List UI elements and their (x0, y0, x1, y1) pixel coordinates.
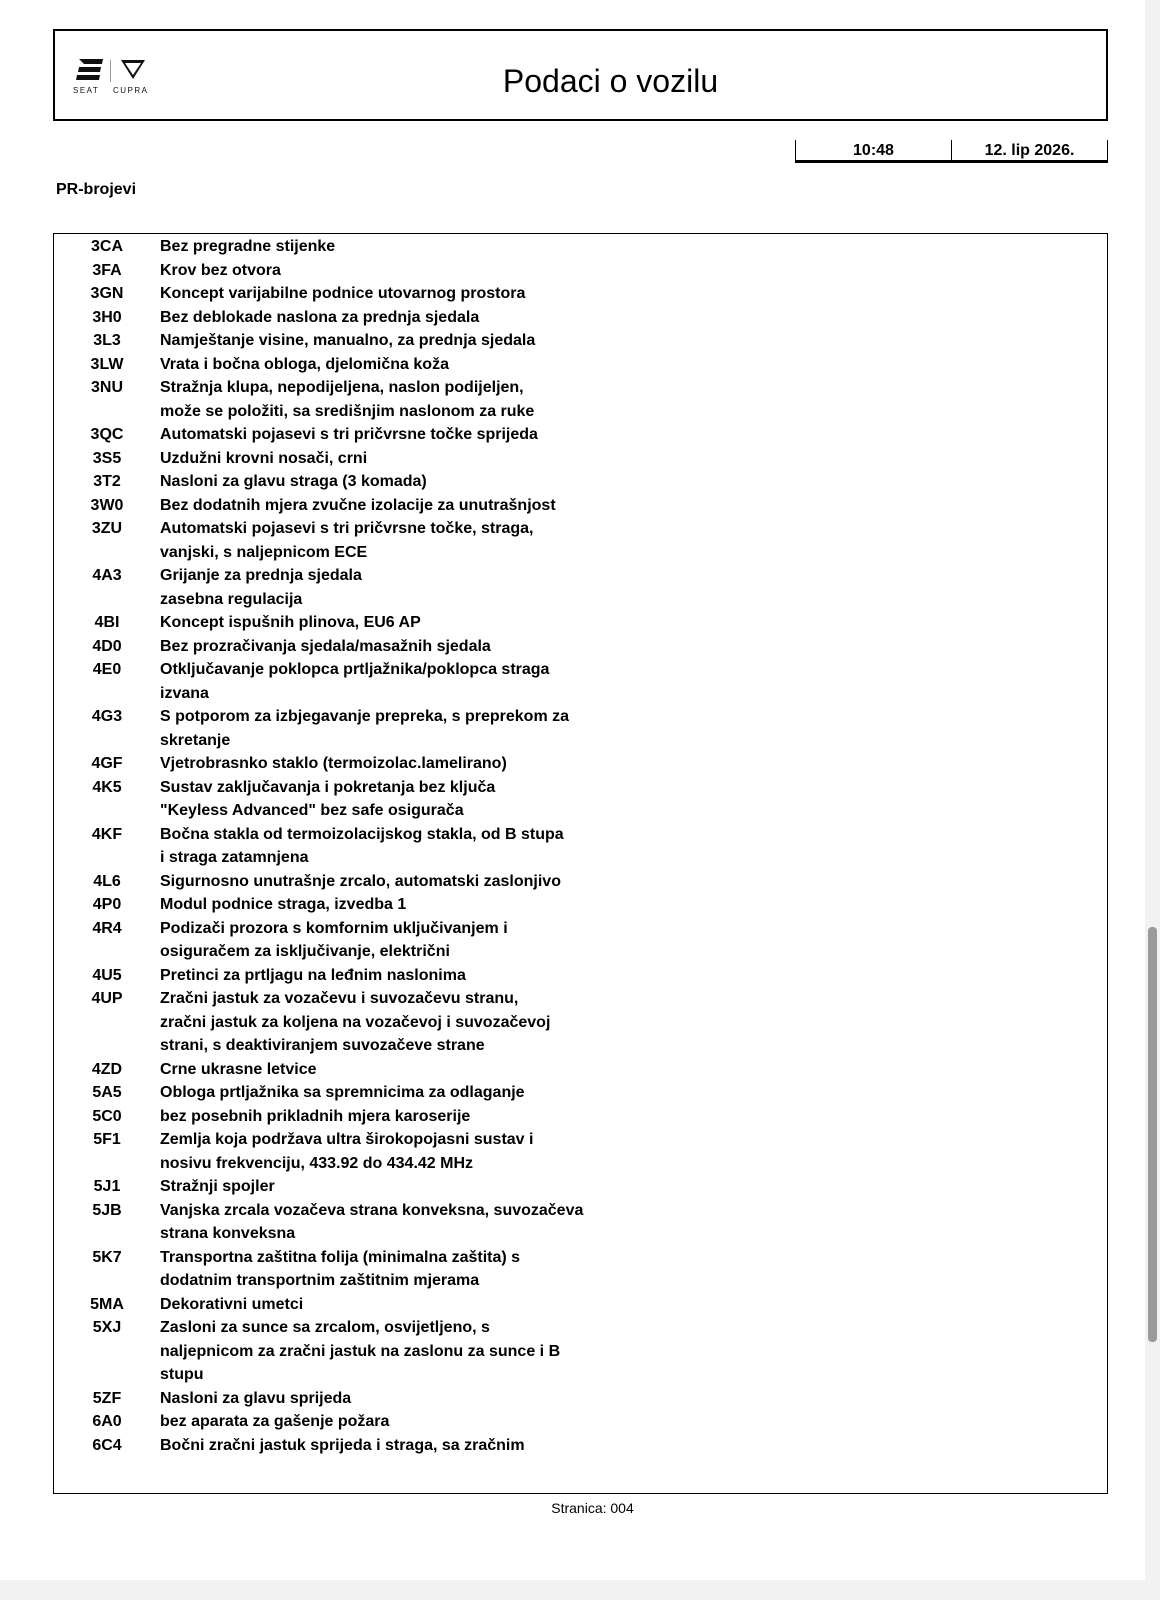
pr-code: 4UP (91, 990, 123, 1007)
pr-description: Podizači prozora s komfornim uključivanjem i osiguračem za isključivanje, električni (160, 919, 508, 960)
pr-description: bez posebnih prikladnih mjera karoserije (160, 1107, 471, 1125)
pr-code: 4E0 (92, 661, 122, 678)
pr-code: 4G3 (91, 708, 123, 725)
pr-description: Koncept ispušnih plinova, EU6 AP (160, 614, 421, 631)
pr-description: Vjetrobrasnko staklo (termoizolac.lamelirano) (160, 755, 507, 772)
pr-description: bez aparata za gašenje požara (160, 1413, 390, 1430)
pr-code: 3GN (90, 285, 124, 302)
table-row (54, 1387, 583, 1411)
table-row (54, 235, 583, 259)
pr-description: Bočna stakla od termoizolacijskog stakla, od B stupa i straga zatamnjena (160, 825, 564, 866)
pr-code: 5F1 (93, 1131, 121, 1148)
pr-code: 5ZF (92, 1389, 122, 1407)
table-row (54, 1105, 583, 1129)
page-title: Podaci o vozilu (502, 63, 719, 99)
pr-code: 6A0 (92, 1413, 122, 1430)
pr-code: 5K7 (92, 1248, 122, 1266)
table-row (54, 1246, 583, 1293)
pr-description: Automatski pojasevi s tri pričvrsne točke sprijeda (160, 426, 538, 443)
pr-description: Koncept varijabilne podnice utovarnog prostora (160, 285, 526, 302)
table-row (54, 823, 583, 870)
pr-code: 4U5 (92, 966, 122, 984)
pr-code: 3S5 (92, 449, 122, 467)
pr-description: Nasloni za glavu straga (3 komada) (160, 473, 427, 490)
pr-code: 3L3 (93, 332, 121, 349)
table-row (54, 282, 583, 306)
table-row (54, 987, 583, 1058)
pr-description: Modul podnice straga, izvedba 1 (160, 896, 407, 913)
pr-description: Stražnja klupa, nepodijeljena, naslon podijeljen, može se položiti, sa središnjim naslonom za ruke (160, 379, 535, 420)
scrollbar-thumb[interactable] (1148, 927, 1157, 1342)
pr-description: Automatski pojasevi s tri pričvrsne točke, straga, vanjski, s naljepnicom ECE (160, 520, 534, 561)
table-row (54, 1128, 583, 1175)
pr-code: 4ZD (91, 1060, 123, 1078)
table-row (54, 611, 583, 635)
time-value: 10:48 (796, 140, 952, 162)
table-row (54, 1434, 583, 1458)
table-row (54, 1175, 583, 1199)
pr-code: 3W0 (90, 496, 124, 514)
date-value: 12. lip 2026. (952, 140, 1107, 162)
svg-text:CUPRA: CUPRA (113, 86, 149, 95)
pr-code: 4R4 (92, 919, 122, 937)
table-row (54, 353, 583, 377)
table-row (54, 306, 583, 330)
pr-description: Transportna zaštitna folija (minimalna zaštita) s dodatnim transportnim zaštitnim mjerama (160, 1248, 521, 1289)
table-row (54, 1058, 583, 1082)
pr-description: Zračni jastuk za vozačevu i suvozačevu stranu, zračni jastuk za koljena na vozačevoj i suvozačevoj strani, s deaktiviranjem suvozačeve strane (160, 990, 551, 1054)
table-row (54, 423, 583, 447)
pr-description: Bez deblokade naslona za prednja sjedala (160, 308, 480, 326)
pr-code: 3T2 (93, 473, 121, 490)
pr-code: 4D0 (92, 637, 122, 655)
pr-description: Namještanje visine, manualno, za prednja sjedala (160, 332, 536, 349)
pr-description: Zemlja koja podržava ultra širokopojasni sustav i nosivu frekvenciju, 433.92 do 434.42 MHz (160, 1131, 534, 1172)
pr-code: 4L6 (93, 872, 121, 890)
table-row (54, 470, 583, 494)
table-row (54, 917, 583, 964)
table-row (54, 1316, 583, 1387)
pr-description: Zasloni za sunce sa zrcalom, osvijetljeno, s naljepnicom za zračni jastuk na zaslonu za sunce i B stupu (160, 1319, 561, 1383)
pr-code: 4P0 (92, 896, 122, 913)
table-row (54, 870, 583, 894)
pr-description: Bočni zračni jastuk sprijeda i straga, sa zračnim (160, 1436, 525, 1454)
pr-code: 3LW (90, 355, 124, 373)
pr-code: 5XJ (92, 1319, 122, 1336)
pr-description: Crne ukrasne letvice (160, 1060, 317, 1078)
pr-description: Bez dodatnih mjera zvučne izolacije za unutrašnjost (160, 496, 556, 514)
table-row (54, 635, 583, 659)
pr-description: Grijanje za prednja sjedala zasebna regulacija (160, 567, 362, 608)
table-row (54, 705, 583, 752)
table-row (54, 564, 583, 611)
pr-description: Vrata i bočna obloga, djelomična koža (160, 355, 449, 373)
pr-code: 5A5 (92, 1084, 122, 1101)
pr-code: 5MA (90, 1295, 124, 1313)
table-row (54, 1199, 583, 1246)
pr-description: Uzdužni krovni nosači, crni (160, 449, 368, 467)
pr-description: Sigurnosno unutrašnje zrcalo, automatski zaslonjivo (160, 872, 561, 890)
pr-code: 4GF (91, 755, 123, 772)
table-row (54, 329, 583, 353)
pr-description: Pretinci za prtljagu na leđnim naslonima (160, 966, 466, 984)
pr-description: Stražnji spojler (160, 1178, 275, 1195)
page-number: Stranica: 004 (551, 1500, 634, 1516)
pr-description: Otključavanje poklopca prtljažnika/poklopca straga izvana (160, 661, 550, 702)
pr-code: 3QC (90, 426, 124, 443)
pr-description: S potporom za izbjegavanje prepreka, s preprekom za skretanje (160, 708, 570, 749)
pr-code: 3H0 (92, 308, 122, 326)
pr-code: 6C4 (92, 1436, 122, 1454)
table-row (54, 1081, 583, 1105)
pr-code: 4A3 (92, 567, 122, 584)
datetime-box (795, 140, 1108, 163)
pr-code: 3CA (90, 238, 123, 255)
pr-code: 5JB (92, 1201, 122, 1219)
table-row (54, 376, 583, 423)
svg-text:SEAT: SEAT (73, 86, 100, 95)
table-row (54, 494, 583, 518)
table-row (54, 1410, 583, 1434)
table-row (54, 776, 583, 823)
table-row (54, 964, 583, 988)
table-row (54, 447, 583, 471)
table-row (54, 259, 583, 283)
pr-description: Obloga prtljažnika sa spremnicima za odlaganje (160, 1084, 525, 1101)
pr-code: 4K5 (92, 778, 122, 796)
pr-description: Nasloni za glavu sprijeda (160, 1389, 352, 1407)
pr-code: 3FA (92, 261, 122, 279)
section-title: PR-brojevi (56, 181, 137, 198)
table-row (54, 1293, 583, 1317)
table-row (54, 658, 583, 705)
pr-code: 4BI (94, 614, 120, 631)
table-row (54, 893, 583, 917)
header-box (53, 29, 1108, 121)
pr-code: 5J1 (93, 1178, 121, 1195)
pr-description: Bez prozračivanja sjedala/masažnih sjedala (160, 637, 491, 655)
pr-description: Sustav zaključavanja i pokretanja bez ključa "Keyless Advanced" bez safe osigurača (160, 778, 496, 819)
table-row (54, 752, 583, 776)
pr-code: 3ZU (91, 520, 123, 537)
pr-code: 5C0 (92, 1107, 122, 1125)
pr-description: Krov bez otvora (160, 261, 281, 279)
pr-numbers-list (54, 235, 583, 1457)
pr-code: 3NU (90, 379, 123, 396)
pr-description: Vanjska zrcala vozačeva strana konveksna, suvozačeva strana konveksna (160, 1201, 584, 1242)
pr-description: Dekorativni umetci (160, 1295, 304, 1313)
table-row (54, 517, 583, 564)
pr-numbers-table (53, 233, 1108, 1494)
pr-description: Bez pregradne stijenke (160, 238, 336, 255)
pr-code: 4KF (91, 825, 123, 843)
